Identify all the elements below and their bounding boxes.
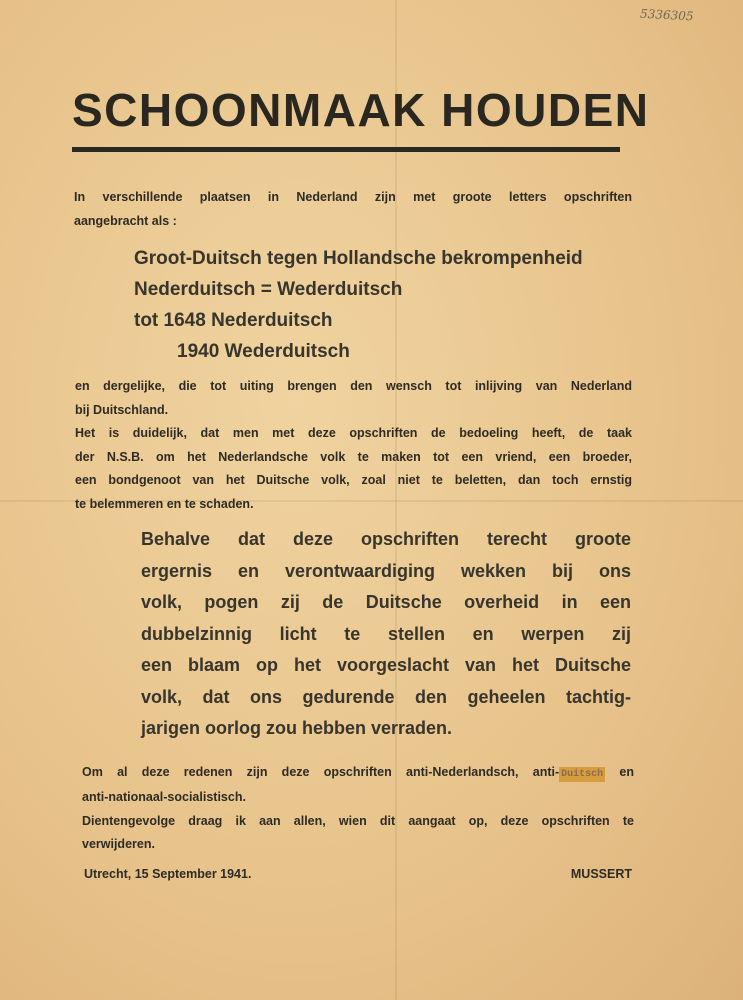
text-line: een blaam op het voorgeslacht van het Duitsche bbox=[141, 655, 631, 675]
text-span: Om al deze redenen zijn deze opschriften anti-Nederlandsch, anti- bbox=[82, 764, 560, 779]
text-line: jarigen oorlog zou hebben verraden. bbox=[141, 718, 453, 738]
text-line: en dergelijke, die tot uiting brengen den wensch tot inlijving van Nederland bbox=[75, 379, 632, 393]
text-line: verwijderen. bbox=[82, 837, 155, 851]
footer bbox=[84, 863, 632, 907]
text-line: Behalve dat deze opschriften terecht groote bbox=[141, 529, 631, 549]
text-line: bij Duitschland. bbox=[75, 402, 169, 417]
archive-number: 5336305 bbox=[639, 6, 694, 24]
text-line bbox=[82, 761, 634, 787]
paragraph-1 bbox=[75, 375, 632, 516]
slogans bbox=[134, 243, 632, 367]
text-line: Het is duidelijk, dat men met deze opschriften de bedoeling heeft, de taak bbox=[75, 426, 632, 440]
text-line: een bondgenoot van het Duitsche volk, zoal niet te beletten, dan toch ernstig bbox=[75, 473, 632, 487]
text-line: Dientengevolge draag ik aan allen, wien dit aangaat op, deze opschriften te bbox=[82, 813, 634, 828]
text-line: ergernis en verontwaardiging wekken bij ons bbox=[141, 560, 631, 581]
redacted-word-patch: Duitsch bbox=[561, 768, 604, 780]
slogan-line: tot 1648 Nederduitsch bbox=[134, 310, 333, 331]
main-statement bbox=[141, 524, 631, 745]
paragraph-3 bbox=[82, 761, 634, 857]
text-line: te belemmeren en te schaden. bbox=[75, 496, 254, 511]
slogan-line: Nederduitsch = Wederduitsch bbox=[134, 279, 403, 300]
text-line: anti-nationaal-socialistisch. bbox=[82, 790, 246, 804]
poster-content bbox=[72, 0, 650, 906]
text-line: In verschillende plaatsen in Nederland zijn met groote letters opschriften bbox=[74, 190, 632, 204]
title-underline bbox=[72, 147, 620, 152]
text-line: volk, pogen zij de Duitsche overheid in een bbox=[141, 592, 631, 612]
place-date: Utrecht, 15 September 1941. bbox=[84, 866, 252, 881]
intro-paragraph bbox=[74, 186, 632, 233]
poster-title: SCHOONMAAK HOUDEN bbox=[72, 84, 650, 136]
text-line: der N.S.B. om het Nederlandsche volk te maken tot een vriend, een broeder, bbox=[75, 449, 632, 464]
text-line: aangebracht als : bbox=[74, 213, 177, 228]
signature: MUSSERT bbox=[570, 866, 632, 881]
text-line: dubbelzinnig licht te stellen en werpen zij bbox=[141, 623, 631, 644]
slogan-line: Groot-Duitsch tegen Hollandsche bekrompenheid bbox=[134, 248, 583, 269]
text-line: volk, dat ons gedurende den geheelen tachtig- bbox=[141, 686, 631, 707]
text-span: en bbox=[605, 764, 634, 779]
slogan-line: 1940 Wederduitsch bbox=[177, 341, 350, 362]
